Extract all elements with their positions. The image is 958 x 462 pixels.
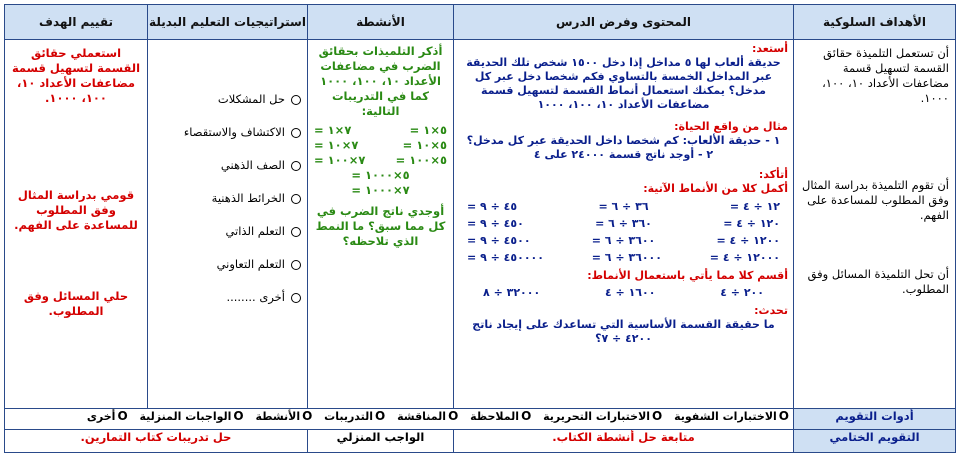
final-label: التقويم الختامي xyxy=(794,430,956,453)
homework-text: حل تدريبات كتاب التمارين. xyxy=(5,430,308,453)
activity-op: ٥×١٠ = xyxy=(402,138,447,152)
tool-label: المناقشة xyxy=(397,409,447,423)
tool-option[interactable] xyxy=(674,409,789,423)
tool-label: الأنشطة xyxy=(255,409,301,423)
circle-option-icon: O xyxy=(302,409,313,423)
strategy-label: الاكتشاف والاستقصاء xyxy=(183,125,285,139)
divide-row xyxy=(459,286,788,300)
circle-option-icon: O xyxy=(448,409,459,423)
circle-option-icon: O xyxy=(521,409,532,423)
tools-row xyxy=(5,409,956,430)
strategy-label: أخرى ........ xyxy=(226,290,285,304)
objective-2: أن تقوم التلميذة بدراسة المثال وفق المطلوب للمساعدة على الفهم. xyxy=(802,178,949,222)
pattern-cell: ٣٦٠٠ ÷ ٦ = xyxy=(591,234,656,247)
divide-item: ١٦٠٠ ÷ ٤ xyxy=(604,286,656,299)
radio-circle-icon[interactable] xyxy=(291,227,301,237)
objective-1: أن تستعمل التلميذة حقائق القسمة لتسهيل قسمة مضاعفات الأعداد ١٠، ١٠٠، ١٠٠٠. xyxy=(822,46,949,105)
check-title: أتأكد: xyxy=(758,168,788,181)
evaluation-3: حلي المسائل وفق المطلوب. xyxy=(23,289,129,318)
header-evaluation: تقييم الهدف xyxy=(5,5,148,40)
tool-option[interactable] xyxy=(139,409,243,423)
warmup-title: أستعد: xyxy=(751,42,788,55)
strategies-cell xyxy=(148,40,308,409)
strategy-label: التعلم الذاتي xyxy=(225,224,285,238)
strategy-label: الصف الذهني xyxy=(220,158,285,172)
strategy-label: حل المشكلات xyxy=(217,92,285,106)
tool-label: الاختبارات التحريرية xyxy=(543,409,651,423)
challenge-text: ما حقيقة القسمة الأساسية التي تساعدك على إيجاد ناتج ٤٢٠٠ ÷ ٧؟ xyxy=(472,318,775,345)
tool-option[interactable] xyxy=(255,409,312,423)
header-strategies: استراتيجيات التعليم البديلة xyxy=(148,5,308,40)
lesson-plan-table xyxy=(4,4,956,453)
check-text: أكمل كلا من الأنماط الآتية: xyxy=(643,182,788,195)
activities-cell xyxy=(308,40,454,409)
activities-intro: أذكر التلميذات بحقائق الضرب في مضاعفات الأعداد ١٠، ١٠٠، ١٠٠٠ كما في التدريبات التالية: xyxy=(318,44,443,118)
activities-outro: أوجدي ناتج الضرب في كل مما سبق؟ ما النمط الذي تلاحظه؟ xyxy=(315,204,446,248)
pattern-cell: ٣٦٠٠٠ ÷ ٦ = xyxy=(591,251,662,264)
strategy-label: التعلم التعاوني xyxy=(216,257,285,271)
tool-label: أخرى xyxy=(86,409,116,423)
activity-op: ٧×١ = xyxy=(314,123,352,137)
activities-ops xyxy=(314,123,447,198)
header-activities: الأنشطة xyxy=(308,5,454,40)
circle-option-icon: O xyxy=(117,409,128,423)
circle-option-icon: O xyxy=(778,409,789,423)
tool-option[interactable] xyxy=(543,409,662,423)
objectives-cell xyxy=(794,40,956,409)
content-cell xyxy=(454,40,794,409)
strategy-item[interactable] xyxy=(154,158,301,173)
pattern-cell: ١٢ ÷ ٤ = xyxy=(729,200,780,213)
circle-option-icon: O xyxy=(233,409,244,423)
evaluation-2: قومي بدراسة المثال وفق المطلوب للمساعدة على الفهم. xyxy=(14,188,138,232)
divide-item: ٣٢٠٠٠ ÷ ٨ xyxy=(483,286,541,299)
tools-list xyxy=(5,409,794,430)
strategy-item[interactable] xyxy=(154,191,301,206)
pattern-row xyxy=(467,217,780,231)
activity-op: ٥×١٠٠ = xyxy=(395,153,447,167)
final-follow: متابعة حل أنشطة الكتاب. xyxy=(454,430,794,453)
circle-option-icon: O xyxy=(375,409,386,423)
life-title: مثال من واقع الحياة: xyxy=(674,120,788,133)
radio-circle-icon[interactable] xyxy=(291,194,301,204)
tool-option[interactable] xyxy=(324,409,385,423)
radio-circle-icon[interactable] xyxy=(291,260,301,270)
activity-op-row xyxy=(314,153,447,168)
activity-op-row xyxy=(314,183,447,198)
strategy-item[interactable] xyxy=(154,224,301,239)
activity-op-row xyxy=(314,168,447,183)
circle-option-icon: O xyxy=(652,409,663,423)
evaluation-cell xyxy=(5,40,148,409)
divide-item: ٢٠٠ ÷ ٤ xyxy=(720,286,764,299)
final-row xyxy=(5,430,956,453)
activity-op: ٧×١٠٠ = xyxy=(314,153,366,167)
strategy-item[interactable] xyxy=(154,290,301,305)
tool-label: التدريبات xyxy=(324,409,374,423)
radio-circle-icon[interactable] xyxy=(291,95,301,105)
pattern-cell: ٣٦ ÷ ٦ = xyxy=(598,200,649,213)
strategy-label: الخرائط الذهنية xyxy=(211,191,285,205)
activity-op: ٧×١٠ = xyxy=(314,138,359,152)
tool-label: الملاحظة xyxy=(470,409,520,423)
tools-label: أدوات التقويم xyxy=(794,409,956,430)
tool-option[interactable] xyxy=(470,409,531,423)
homework-label: الواجب المنزلي xyxy=(308,430,454,453)
activity-op-row xyxy=(314,123,447,138)
header-row xyxy=(5,5,956,40)
header-objectives: الأهداف السلوكية xyxy=(794,5,956,40)
tool-option[interactable] xyxy=(397,409,458,423)
main-row xyxy=(5,40,956,409)
pattern-cell: ٤٥ ÷ ٩ = xyxy=(467,200,518,213)
challenge-title: تحدث: xyxy=(754,304,788,317)
evaluation-1: استعملي حقائق القسمة لتسهيل قسمة مضاعفات الأعداد ١٠، ١٠٠، ١٠٠٠. xyxy=(11,46,141,105)
pattern-row xyxy=(467,200,780,214)
strategy-item[interactable] xyxy=(154,125,301,140)
strategy-item[interactable] xyxy=(154,257,301,272)
tool-option[interactable] xyxy=(87,409,128,423)
warmup-text: حديقة ألعاب لها ٥ مداخل إذا دخل ١٥٠٠ شخص تلك الحديقة عبر المداخل الخمسة بالتساوي فكم شخصا دخل عبر كل مدخل؟ يمكنك استعمال أنماط القسمة لتسهيل قسمة مضاعفات الأعداد ١٠، ١٠٠، ١٠٠٠ xyxy=(466,56,781,111)
patterns-grid xyxy=(459,200,788,265)
pattern-cell: ٤٥٠ ÷ ٩ = xyxy=(467,217,524,230)
pattern-row xyxy=(467,251,780,265)
life-question-1: ١ - حديقة الألعاب: كم شخصا داخل الحديقة عبر كل مدخل؟ xyxy=(466,134,781,147)
tool-label: الاختبارات الشفوية xyxy=(674,409,777,423)
divide-text: أقسم كلا مما يأتي باستعمال الأنماط: xyxy=(587,269,788,282)
pattern-cell: ١٢٠ ÷ ٤ = xyxy=(723,217,780,230)
radio-circle-icon[interactable] xyxy=(291,161,301,171)
pattern-cell: ١٢٠٠٠ ÷ ٤ = xyxy=(709,251,780,264)
pattern-row xyxy=(467,234,780,248)
radio-circle-icon[interactable] xyxy=(291,293,301,303)
tool-label: الواجبات المنزلية xyxy=(139,409,232,423)
life-question-2: ٢ - أوجد ناتج قسمة ٢٤٠٠٠ على ٤ xyxy=(533,148,714,161)
pattern-cell: ١٢٠٠ ÷ ٤ = xyxy=(716,234,780,247)
activity-op-row xyxy=(314,138,447,153)
header-content: المحتوى وفرض الدرس xyxy=(454,5,794,40)
pattern-cell: ٣٦٠ ÷ ٦ = xyxy=(595,217,652,230)
strategy-item[interactable] xyxy=(154,92,301,107)
objective-3: أن تحل التلميذة المسائل وفق المطلوب. xyxy=(807,267,949,296)
activity-op: ٥×١٠٠٠ = xyxy=(351,168,410,182)
pattern-cell: ٤٥٠٠ ÷ ٩ = xyxy=(467,234,531,247)
pattern-cell: ٤٥٠٠٠٠ ÷ ٩ = xyxy=(467,251,544,264)
activity-op: ٧×١٠٠٠ = xyxy=(351,183,410,197)
activity-op: ٥×١ = xyxy=(409,123,447,137)
radio-circle-icon[interactable] xyxy=(291,128,301,138)
